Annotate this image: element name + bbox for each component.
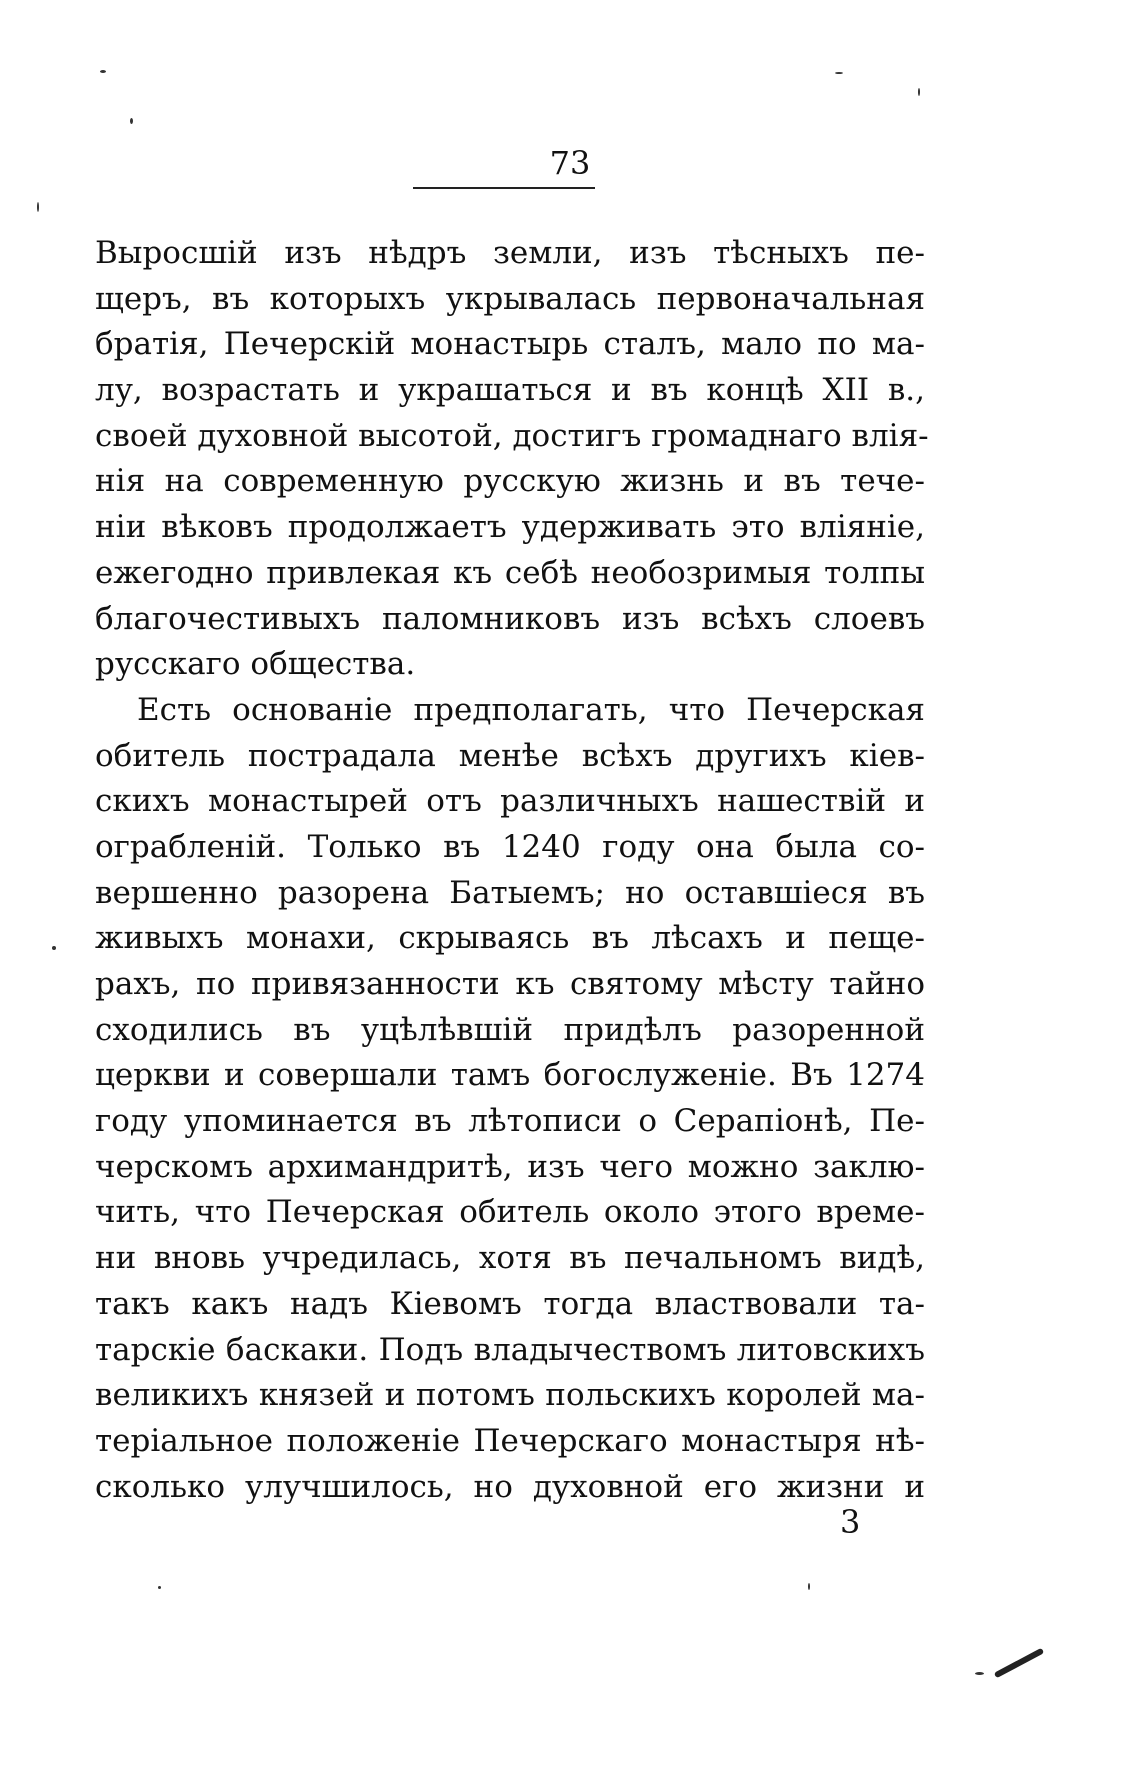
text-line: чить, что Печерская обитель около этого време- xyxy=(95,1194,925,1231)
body-text xyxy=(95,231,929,1510)
text-line: году упоминается въ лѣтописи о Серапіонѣ, Пе- xyxy=(95,1103,925,1140)
signature-mark: 3 xyxy=(840,1503,861,1541)
text-line: ежегодно привлекая къ себѣ необозримыя толпы xyxy=(95,554,925,591)
paragraph-end-line: русскаго общества. xyxy=(95,646,416,683)
text-line: скихъ монастырей отъ различныхъ нашествій и xyxy=(95,783,925,820)
text-line: братія, Печерскій монастырь сталъ, мало по ма- xyxy=(95,326,925,363)
page-number: 73 xyxy=(549,144,591,182)
text-line: великихъ князей и потомъ польскихъ королей ма- xyxy=(95,1377,925,1414)
ink-smudge xyxy=(994,1648,1044,1679)
text-line: ни вновь учредилась, хотя въ печальномъ видѣ, xyxy=(95,1240,925,1277)
paragraph-start-line: Есть основаніе предполагать, что Печерская xyxy=(137,691,925,728)
scan-speck xyxy=(130,118,133,124)
text-line: черскомъ архимандритѣ, изъ чего можно заклю- xyxy=(95,1148,925,1185)
header-rule xyxy=(413,187,595,189)
text-line: живыхъ монахи, скрываясь въ лѣсахъ и пеще- xyxy=(95,920,925,957)
text-line: тарскіе баскаки. Подъ владычествомъ литовскихъ xyxy=(95,1331,925,1368)
text-line: сходились въ уцѣлѣвшій придѣлъ разоренной xyxy=(95,1011,925,1048)
scan-speck xyxy=(52,946,56,950)
scan-speck xyxy=(808,1583,810,1590)
scan-speck xyxy=(975,1672,984,1675)
text-line: лу, возрастать и украшаться и въ концѣ XII в., xyxy=(95,372,925,409)
text-line: такъ какъ надъ Кіевомъ тогда властвовали та- xyxy=(95,1285,925,1322)
scan-speck xyxy=(37,202,39,212)
text-line: благочестивыхъ паломниковъ изъ всѣхъ слоевъ xyxy=(95,600,925,637)
text-line: ніи вѣковъ продолжаетъ удерживать это вліяніе, xyxy=(95,509,925,546)
text-line: вершенно разорена Батыемъ; но оставшіеся въ xyxy=(95,874,925,911)
scan-speck xyxy=(100,70,106,73)
text-line: ограбленій. Только въ 1240 году она была со- xyxy=(95,828,925,865)
scan-speck xyxy=(835,72,843,74)
text-line: Выросшій изъ нѣдръ земли, изъ тѣсныхъ пе- xyxy=(95,235,925,271)
text-line: своей духовной высотой, достигъ громаднаго влія- xyxy=(95,417,929,454)
scan-speck xyxy=(918,88,920,96)
text-line: сколько улучшилось, но духовной его жизни и xyxy=(95,1468,925,1505)
scan-speck xyxy=(158,1586,161,1589)
text-line: нія на современную русскую жизнь и въ тече- xyxy=(95,463,925,500)
text-line: обитель пострадала менѣе всѣхъ другихъ кiев- xyxy=(95,737,925,774)
text-line: рахъ, по привязанности къ святому мѣсту тайно xyxy=(95,966,925,1002)
text-line: церкви и совершали тамъ богослуженіе. Въ 1274 xyxy=(95,1057,925,1094)
text-line: теріальное положеніе Печерскаго монастыря нѣ- xyxy=(95,1422,925,1459)
text-line: щеръ, въ которыхъ укрывалась первоначальная xyxy=(95,280,925,317)
